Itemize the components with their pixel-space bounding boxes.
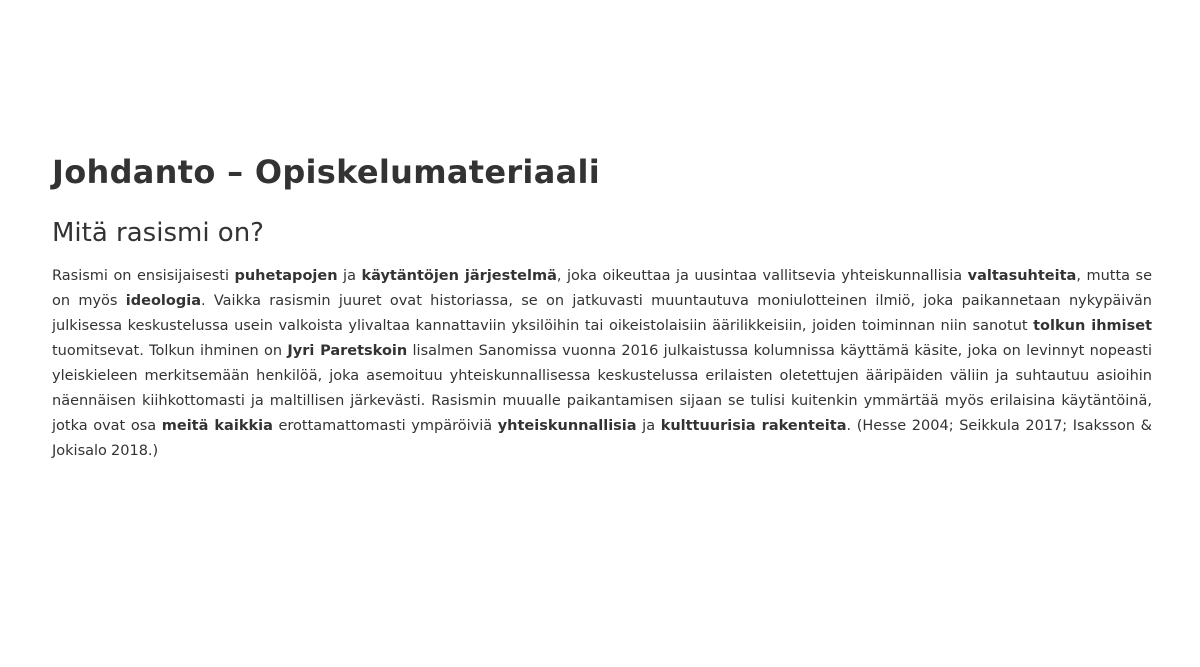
- paragraph-text: tuomitsevat. Tolkun ihminen on: [52, 343, 288, 359]
- emphasized-term: puhetapojen: [234, 268, 338, 284]
- paragraph-text: ja: [636, 418, 661, 434]
- page-title: Johdanto – Opiskelumateriaali: [52, 153, 601, 191]
- paragraph-text: , joka oikeuttaa ja uusintaa vallitsevia yhteiskunnallisia: [556, 268, 968, 284]
- emphasized-term: meitä kaikkia: [161, 418, 273, 434]
- emphasized-term: kulttuurisia rakenteita: [660, 418, 847, 434]
- paragraph-text: Rasismi on ensisijaisesti: [52, 268, 235, 284]
- emphasized-term: tolkun ihmiset: [1033, 318, 1153, 334]
- paragraph-text: erottamattomasti ympäröiviä: [272, 418, 498, 434]
- paragraph-text: . (Hesse 2004; Seikkula 2017; Isaksson & Jokisalo 2018.): [52, 418, 1152, 459]
- paragraph-text: ja: [337, 268, 362, 284]
- body-paragraph: [52, 264, 1152, 464]
- paragraph-text: lisalmen Sanomissa vuonna 2016 julkaistussa kolumnissa käyttämä käsite, joka on levinnyt nopeasti yleiskieleen merkitsemään henkilöä, joka asemoituu yhteiskunnallisessa keskustelussa erilaisten oletettujen ääripäiden väliin ja suhtautuu asioihin näennäisen kiihkottomasti ja maltillisen järkevästi. Rasismin muualle paikantamisen sijaan se tulisi kuitenkin ymmärtää myös erilaisina käytäntöinä, jotka ovat osa: [52, 343, 1152, 434]
- emphasized-term: ideologia: [125, 293, 201, 309]
- emphasized-term: Jyri Paretskoin: [287, 343, 408, 359]
- emphasized-term: yhteiskunnallisia: [497, 418, 637, 434]
- main-content: [52, 150, 1152, 464]
- section-heading: Mitä rasismi on?: [52, 218, 264, 248]
- emphasized-term: valtasuhteita: [967, 268, 1077, 284]
- emphasized-term: käytäntöjen järjestelmä: [361, 268, 557, 284]
- paragraph-text: . Vaikka rasismin juuret ovat historiassa, se on jatkuvasti muuntautuva moniulotteinen ilmiö, joka paikannetaan nykypäivän julkisessa keskustelussa usein valkoista ylivaltaa kannattaviin yksilöihin tai oikeistolaisiin äärilikkeisiin, joiden toiminnan niin sanotut: [52, 293, 1152, 334]
- paragraph-text: , mutta se on myös: [52, 268, 1152, 309]
